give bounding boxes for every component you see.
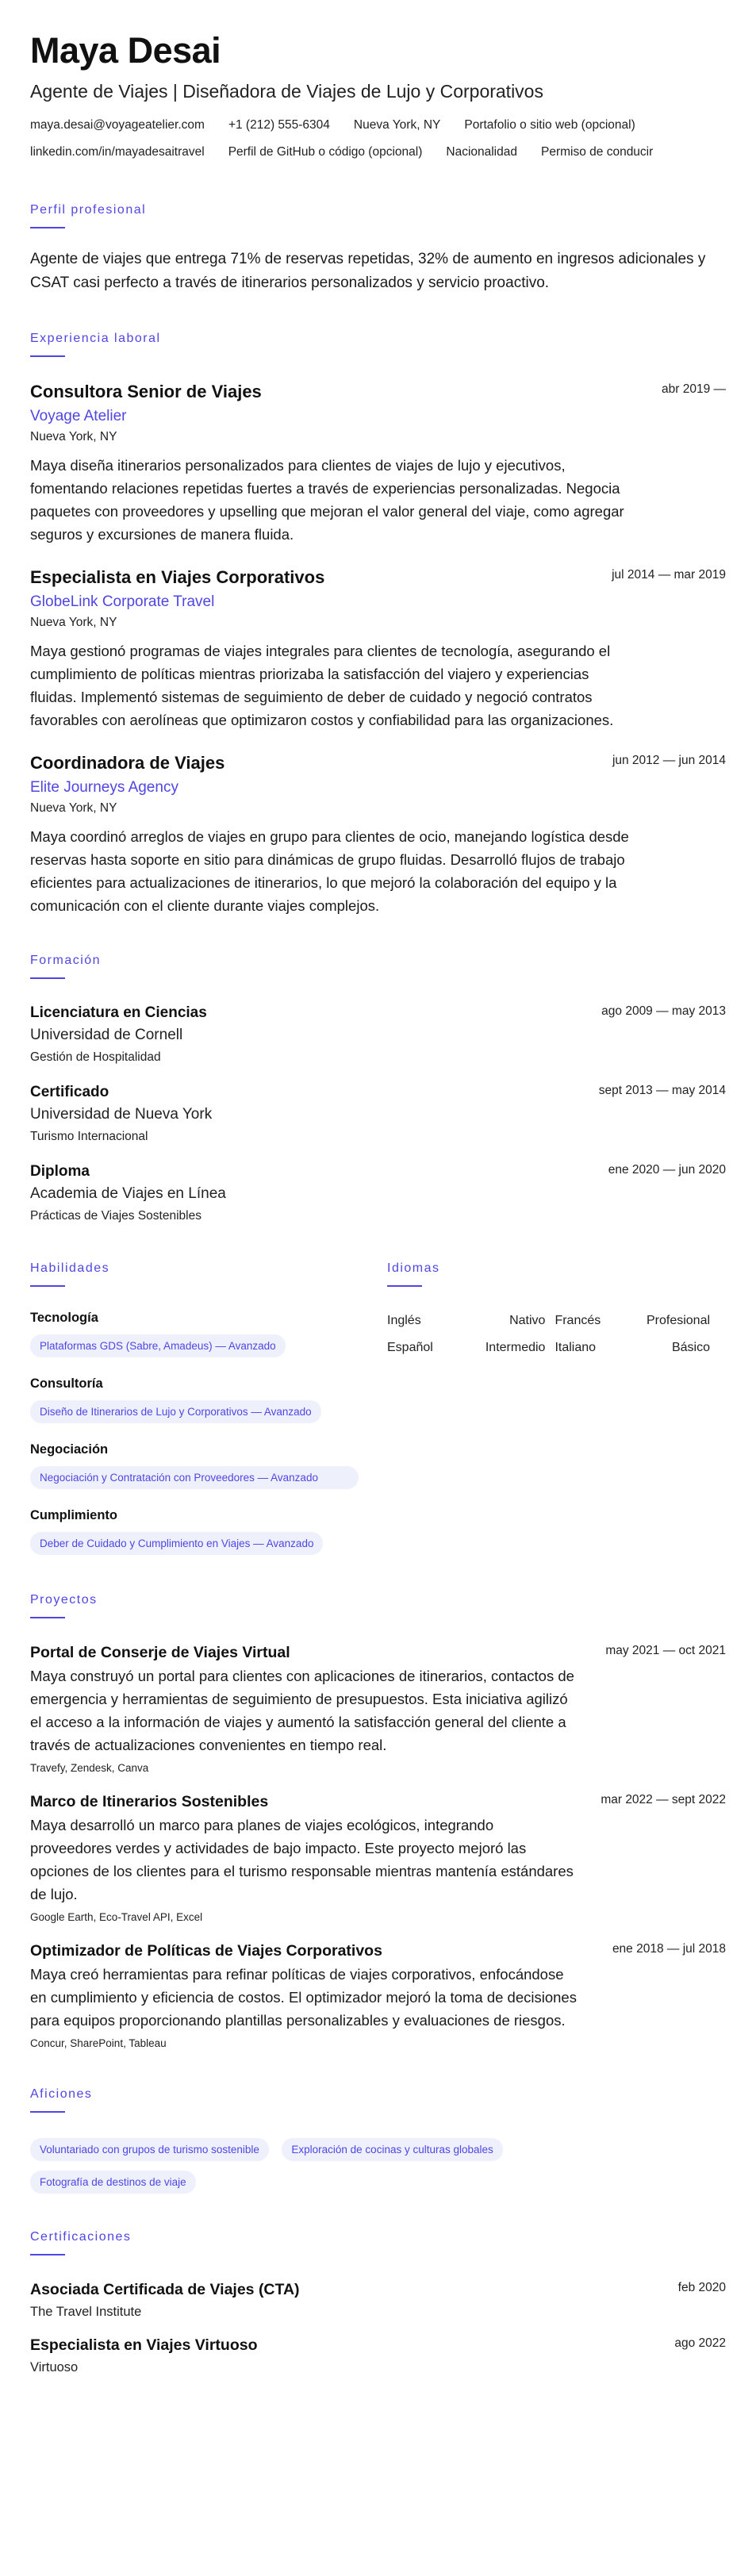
headline: Agente de Viajes | Diseñadora de Viajes de Lujo y Corporativos	[30, 81, 543, 102]
entry-date: ago 2022	[674, 2336, 726, 2350]
linkedin-contact[interactable]: linkedin.com/in/mayadesaitravel	[30, 145, 205, 159]
entry-school: Universidad de Cornell	[30, 1027, 183, 1043]
experience-section	[30, 332, 726, 917]
project-entry	[30, 1642, 726, 1776]
project-name: Marco de Itinerarios Sostenibles	[30, 1793, 269, 1810]
project-name: Optimizador de Políticas de Viajes Corporativos	[30, 1942, 382, 1960]
project-tools: Travefy, Zendesk, Canva	[30, 1762, 149, 1774]
entry-area: Turismo Internacional	[30, 1130, 148, 1143]
hobbies-section	[30, 2087, 726, 2194]
entry-role: Especialista en Viajes Corporativos	[30, 567, 325, 587]
education-section	[30, 954, 726, 1225]
entry-dates: sept 2013 — may 2014	[598, 1084, 726, 1097]
section-rule	[30, 1285, 65, 1287]
header	[30, 30, 726, 171]
entry-company: Elite Journeys Agency	[30, 779, 178, 796]
skill-name: Consultoría	[30, 1376, 103, 1391]
entry-dates: jun 2012 — jun 2014	[612, 754, 726, 767]
language-name: Inglés	[387, 1314, 421, 1327]
skill-group	[30, 1375, 387, 1423]
project-entry	[30, 1791, 726, 1925]
skills-languages-row	[30, 1261, 726, 1555]
skill-group	[30, 1309, 387, 1357]
phone-contact[interactable]: +1 (212) 555-6304	[228, 118, 330, 132]
entry-description: Maya diseña itinerarios personalizados para clientes de viajes de lujo y ejecutivos, fomentando relaciones repetidas fuertes a través de experiencias personalizadas. Negocia paquetes con proveedores y upselling que mejoran el valor general del viaje, como agregar seguros y excursiones de manera fluida.	[30, 457, 624, 543]
website-contact[interactable]: Portafolio o sitio web (opcional)	[464, 118, 635, 132]
section-rule	[30, 2254, 65, 2255]
language-level: Intermedio	[485, 1341, 546, 1354]
entry-degree: Certificado	[30, 1084, 109, 1100]
certification-name: Especialista en Viajes Virtuoso	[30, 2336, 258, 2354]
entry-dates: ene 2018 — jul 2018	[612, 1942, 726, 1956]
entry-role: Consultora Senior de Viajes	[30, 382, 262, 401]
skill-chip: Deber de Cuidado y Cumplimiento en Viajes — Avanzado	[30, 1532, 323, 1555]
section-rule	[30, 355, 65, 357]
section-rule	[30, 1617, 65, 1618]
section-rule	[387, 1285, 422, 1287]
project-description: Maya construyó un portal para clientes con aplicaciones de itinerarios, contactos de emergencia y herramientas de seguimiento de presupuestos. Esta iniciativa agilizó el acceso a la información de viajes y aumentó la satisfacción general del cliente a través de actualizaciones convenientes en tiempo real.	[30, 1668, 574, 1753]
skill-group	[30, 1441, 387, 1489]
entry-degree: Licenciatura en Ciencias	[30, 1004, 207, 1021]
language-level: Básico	[671, 1341, 711, 1354]
entry-degree: Diploma	[30, 1163, 90, 1180]
certification-name: Asociada Certificada de Viajes (CTA)	[30, 2281, 300, 2298]
entry-company: Voyage Atelier	[30, 408, 127, 424]
entry-dates: abr 2019 —	[662, 382, 726, 396]
skill-chip: Negociación y Contratación con Proveedores — Avanzado	[30, 1466, 359, 1489]
entry-area: Gestión de Hospitalidad	[30, 1050, 161, 1064]
language-name: Español	[387, 1341, 433, 1354]
entry-location: Nueva York, NY	[30, 430, 117, 443]
entry-dates: mar 2022 — sept 2022	[601, 1793, 726, 1806]
project-description: Maya creó herramientas para refinar políticas de viajes corporativos, enfocándose en cumplimiento y eficiencia de costos. El optimizador mejoró la toma de decisiones para equipos proporcionando plantillas personalizables y evaluaciones de riesgos.	[30, 1966, 577, 2029]
certification-issuer: The Travel Institute	[30, 2305, 142, 2319]
email-contact[interactable]: maya.desai@voyageatelier.com	[30, 118, 205, 132]
entry-location: Nueva York, NY	[30, 801, 117, 815]
education-entry	[30, 1082, 726, 1146]
project-name: Portal de Conserje de Viajes Virtual	[30, 1644, 290, 1661]
skills-section	[30, 1261, 387, 1555]
section-title: Proyectos	[30, 1593, 98, 1607]
certification-entry	[30, 2335, 726, 2376]
entry-description: Maya gestionó programas de viajes integrales para clientes de tecnología, asegurando el cumplimiento de políticas mientras priorizaba la satisfacción del viajero y experiencias fluidas. Implementó sistemas de seguimiento de deber de cuidado y negoció contratos favorables con aerolíneas que optimizaron costos y confiabilidad para las organizaciones.	[30, 643, 614, 728]
entry-school: Academia de Viajes en Línea	[30, 1185, 226, 1202]
project-tools: Concur, SharePoint, Tableau	[30, 2037, 167, 2049]
experience-entry	[30, 752, 726, 917]
entry-date: feb 2020	[677, 2281, 726, 2294]
section-title: Certificaciones	[30, 2230, 132, 2244]
license-contact: Permiso de conducir	[541, 145, 654, 159]
section-title: Idiomas	[387, 1261, 440, 1275]
nationality-contact: Nacionalidad	[446, 145, 517, 159]
profile-section	[30, 203, 726, 295]
project-description: Maya desarrolló un marco para planes de viajes ecológicos, integrando proveedores verdes y actividades de bajo impacto. Este proyecto mejoró las opciones de los clientes para el turismo responsable mientras mantenía estándares de lujo.	[30, 1817, 574, 1902]
section-title: Perfil profesional	[30, 203, 147, 217]
entry-company: GlobeLink Corporate Travel	[30, 593, 215, 610]
entry-location: Nueva York, NY	[30, 616, 117, 629]
hobby-chip: Voluntariado con grupos de turismo sostenible	[30, 2138, 269, 2161]
language-name: Francés	[555, 1314, 601, 1327]
hobby-chip: Exploración de cocinas y culturas globales	[282, 2138, 502, 2161]
entry-area: Prácticas de Viajes Sostenibles	[30, 1209, 201, 1223]
entry-dates: ago 2009 — may 2013	[601, 1004, 726, 1018]
location-contact: Nueva York, NY	[353, 118, 441, 132]
certifications-section	[30, 2230, 726, 2376]
profile-summary: Agente de viajes que entrega 71% de reservas repetidas, 32% de aumento en ingresos adicionales y CSAT casi perfecto a través de itinerarios personalizados y servicio proactivo.	[30, 251, 706, 291]
languages-table	[387, 1307, 716, 1361]
candidate-name: Maya Desai	[30, 30, 221, 71]
skill-name: Tecnología	[30, 1311, 98, 1325]
experience-entry	[30, 566, 726, 731]
language-level: Nativo	[509, 1314, 546, 1327]
projects-section	[30, 1593, 726, 2051]
experience-entry	[30, 381, 726, 546]
project-entry	[30, 1941, 726, 2051]
section-title: Experiencia laboral	[30, 332, 161, 345]
skill-name: Negociación	[30, 1442, 109, 1457]
entry-description: Maya coordinó arreglos de viajes en grupo para clientes de ocio, manejando logística desde reservas hasta soporte en sitio para dinámicas de grupo fluidas. Desarrolló flujos de trabajo eficientes para actualizaciones de itinerarios, lo que mejoró la colaboración del equipo y la comunicación con el cliente durante viajes complejos.	[30, 828, 629, 914]
section-title: Aficiones	[30, 2087, 93, 2101]
entry-role: Coordinadora de Viajes	[30, 753, 225, 773]
hobby-chip: Fotografía de destinos de viaje	[30, 2171, 196, 2194]
project-tools: Google Earth, Eco-Travel API, Excel	[30, 1911, 203, 1923]
skill-chip: Plataformas GDS (Sabre, Amadeus) — Avanzado	[30, 1334, 286, 1357]
contact-list	[30, 117, 726, 171]
skill-name: Cumplimiento	[30, 1508, 117, 1522]
languages-section	[387, 1261, 716, 1555]
education-entry	[30, 1161, 726, 1225]
entry-school: Universidad de Nueva York	[30, 1106, 213, 1123]
github-contact[interactable]: Perfil de GitHub o código (opcional)	[228, 145, 423, 159]
skill-group	[30, 1507, 387, 1555]
skill-chip: Diseño de Itinerarios de Lujo y Corporativos — Avanzado	[30, 1400, 321, 1423]
entry-dates: jul 2014 — mar 2019	[612, 568, 726, 582]
language-name: Italiano	[555, 1341, 597, 1354]
entry-dates: ene 2020 — jun 2020	[608, 1163, 726, 1177]
hobbies-list	[30, 2129, 585, 2194]
language-level: Profesional	[646, 1314, 711, 1327]
section-rule	[30, 977, 65, 979]
education-entry	[30, 1003, 726, 1066]
language-row	[387, 1307, 716, 1334]
certification-entry	[30, 2279, 726, 2321]
entry-dates: may 2021 — oct 2021	[605, 1644, 726, 1657]
section-rule	[30, 2111, 65, 2113]
section-title: Habilidades	[30, 1261, 110, 1275]
certification-issuer: Virtuoso	[30, 2360, 79, 2374]
section-rule	[30, 227, 65, 228]
section-title: Formación	[30, 954, 102, 967]
language-row	[387, 1334, 716, 1361]
